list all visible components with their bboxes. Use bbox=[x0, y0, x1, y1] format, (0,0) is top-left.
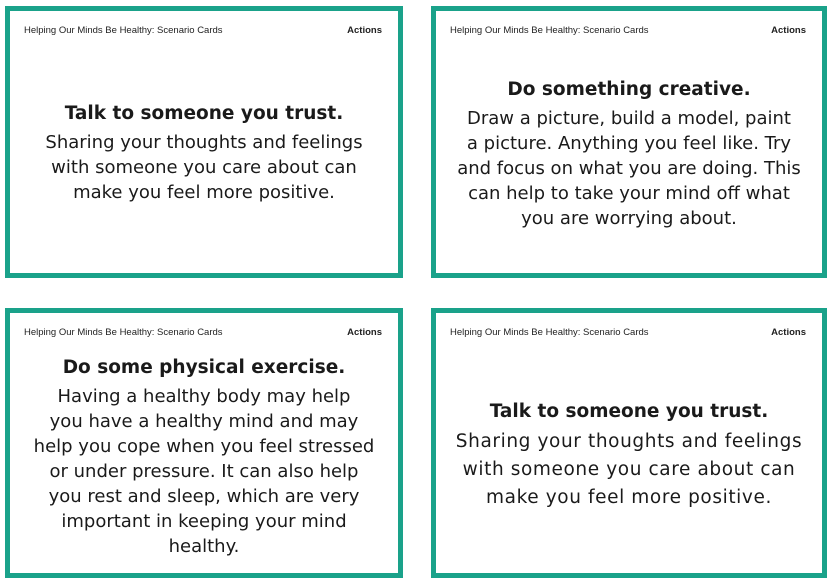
card-category-tag: Actions bbox=[347, 327, 382, 338]
card-text-line: with someone you care about can bbox=[51, 157, 357, 178]
card-text-line: can help to take your mind off what bbox=[468, 183, 790, 204]
card-body bbox=[22, 103, 386, 205]
scenario-card-creative bbox=[431, 6, 827, 278]
card-body bbox=[448, 79, 810, 231]
card-text bbox=[22, 130, 386, 205]
card-series-title: Helping Our Minds Be Healthy: Scenario Cards bbox=[24, 25, 223, 36]
card-series-title: Helping Our Minds Be Healthy: Scenario Cards bbox=[24, 327, 223, 338]
card-text bbox=[448, 428, 810, 512]
card-text-line: help you cope when you feel stressed bbox=[33, 436, 375, 457]
scenario-card-talk bbox=[5, 6, 403, 278]
card-category-tag: Actions bbox=[347, 25, 382, 36]
card-text-line: Sharing your thoughts and feelings bbox=[45, 132, 363, 153]
card-text-line: make you feel more positive. bbox=[73, 182, 335, 203]
card-text-line: make you feel more positive. bbox=[486, 487, 772, 508]
card-text-line: you are worrying about. bbox=[521, 208, 737, 229]
scenario-card-exercise bbox=[5, 308, 403, 578]
card-text-line: Having a healthy body may help bbox=[57, 386, 351, 407]
card-header bbox=[450, 327, 806, 338]
card-category-tag: Actions bbox=[771, 25, 806, 36]
card-text bbox=[22, 384, 386, 559]
card-category-tag: Actions bbox=[771, 327, 806, 338]
card-series-title: Helping Our Minds Be Healthy: Scenario Cards bbox=[450, 25, 649, 36]
card-text-line: and focus on what you are doing. This bbox=[457, 158, 801, 179]
scenario-card-talk-repeat bbox=[431, 308, 827, 578]
card-text-line: important in keeping your mind bbox=[61, 511, 347, 532]
card-text-line: you rest and sleep, which are very bbox=[48, 486, 360, 507]
card-header bbox=[24, 25, 382, 36]
card-text-line: or under pressure. It can also help bbox=[49, 461, 359, 482]
card-text-line: Draw a picture, build a model, paint bbox=[467, 108, 791, 129]
card-text-line: a picture. Anything you feel like. Try bbox=[466, 133, 792, 154]
card-title: Talk to someone you trust. bbox=[64, 103, 344, 124]
card-text-line: healthy. bbox=[168, 536, 240, 557]
card-text-line: Sharing your thoughts and feelings bbox=[455, 431, 803, 452]
card-text bbox=[448, 106, 810, 231]
card-series-title: Helping Our Minds Be Healthy: Scenario Cards bbox=[450, 327, 649, 338]
card-title: Do some physical exercise. bbox=[62, 357, 346, 378]
card-body bbox=[448, 401, 810, 512]
card-text-line: you have a healthy mind and may bbox=[49, 411, 359, 432]
card-header bbox=[24, 327, 382, 338]
card-text-line: with someone you care about can bbox=[462, 459, 796, 480]
card-header bbox=[450, 25, 806, 36]
card-title: Talk to someone you trust. bbox=[489, 401, 769, 422]
card-title: Do something creative. bbox=[507, 79, 751, 100]
card-body bbox=[22, 357, 386, 559]
